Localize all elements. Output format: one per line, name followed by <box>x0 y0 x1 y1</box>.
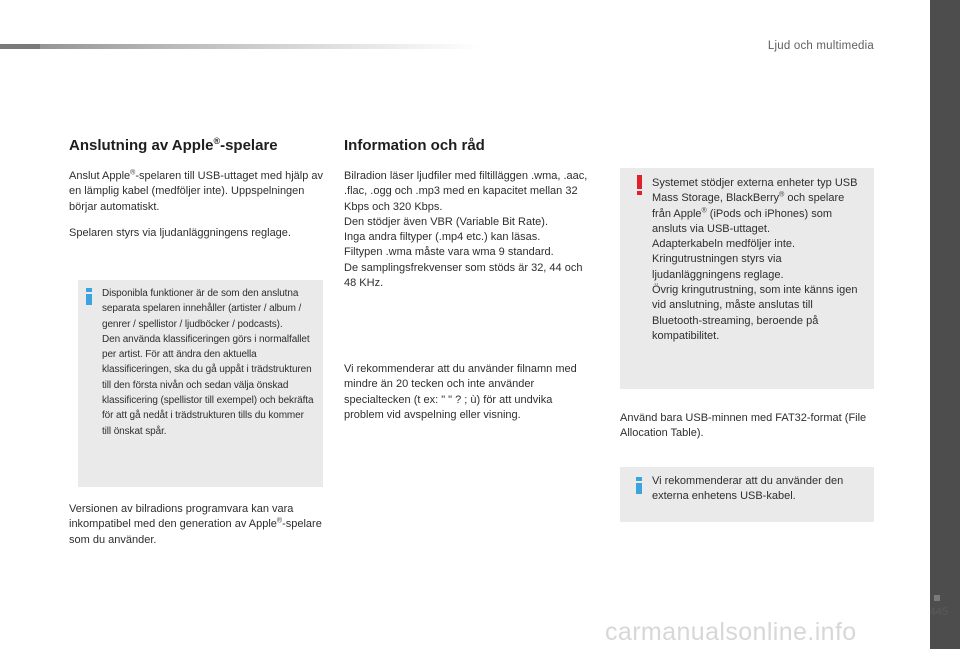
top-decorative-rule <box>0 44 480 49</box>
warning-box-devices <box>620 168 874 389</box>
paragraph-connect: Anslut Apple®-spelaren till USB-uttaget med hjälp av en lämplig kabel (medföljer inte). Uppspelningen börjar automatiskt. <box>69 169 324 213</box>
info-text-usb-cable: Vi rekommenderar att du använder den externa enhetens USB-kabel. <box>652 475 844 503</box>
warning-text-supported: Systemet stödjer externa enheter typ USB Mass Storage, BlackBerry® och spelare från Apple® (iPods och iPhones) som ansluts via USB-uttaget. <box>652 177 858 235</box>
info-box-usb-cable <box>620 467 874 522</box>
info-text-functions: Disponibla funktioner är de som den anslutna separata spelaren innehåller (artister / album / genrer / spellistor / ljudböcker / podcasts). <box>102 288 302 330</box>
warning-text-other: Övrig kringutrustning, som inte känns igen vid anslutning, måste anslutas till Bluetooth-streaming, beroende på kompatibilitet. <box>652 284 858 342</box>
chapter-side-bar <box>930 0 960 649</box>
column-filenames <box>344 362 594 423</box>
info-box-classification <box>78 280 323 487</box>
watermark: carmanualsonline.info <box>605 618 857 646</box>
heading-apple-connection: Anslutning av Apple®-spelare <box>69 136 278 154</box>
paragraph-controls: Spelaren styrs via ljudanläggningens reglage. <box>69 226 291 239</box>
page-number: 445 <box>929 606 948 618</box>
heading-information: Information och råd <box>344 137 485 154</box>
info-text-classification: Den använda klassificeringen görs i normalfallet per artist. För att ändra den aktuella klassificeringen, ska du gå uppåt i trädstrukturen till den första nivån och sedan välja önskad klassificering (spellistor till exempel) och bekräfta för att gå nedåt i trädstrukturen tills du kommer till önskat spår. <box>102 333 314 437</box>
column-information <box>344 137 594 291</box>
column-usb-format <box>620 411 874 442</box>
info-icon <box>86 288 92 305</box>
warning-icon <box>637 175 642 195</box>
paragraph-filenames: Vi rekommenderar att du använder filnamn med mindre än 20 tecken och inte använder specialtecken (t ex: " " ? ; ù) för att undvika problem vid avspelning eller visning. <box>344 363 577 421</box>
column-apple-connection <box>69 137 324 241</box>
warning-text-adapter: Adapterkabeln medföljer inte. <box>652 238 796 251</box>
info-icon <box>636 477 642 494</box>
section-header: Ljud och multimedia <box>767 40 874 52</box>
paragraph-compatibility: Versionen av bilradions programvara kan vara inkompatibel med den generation av Apple®-spelare som du använder. <box>69 503 322 546</box>
warning-text-controls: Kringutrustningen styrs via ljudanläggningens reglage. <box>652 253 784 281</box>
column-apple-compat <box>69 502 324 548</box>
page-marker <box>934 595 940 601</box>
paragraph-file-formats: Bilradion läser ljudfiler med filtilläggen .wma, .aac, .flac, .ogg och .mp3 med en kapacitet mellan 32 Kbps och 320 Kbps. Den stödjer även VBR (Variable Bit Rate). Inga andra filtyper (.mp4 etc.) kan läsas. Filtypen .wma måste vara wma 9 standard. De samplingsfrekvenser som stöds är 32, 44 och 48 KHz. <box>344 170 588 290</box>
paragraph-fat32: Använd bara USB-minnen med FAT32-format (File Allocation Table). <box>620 412 867 440</box>
